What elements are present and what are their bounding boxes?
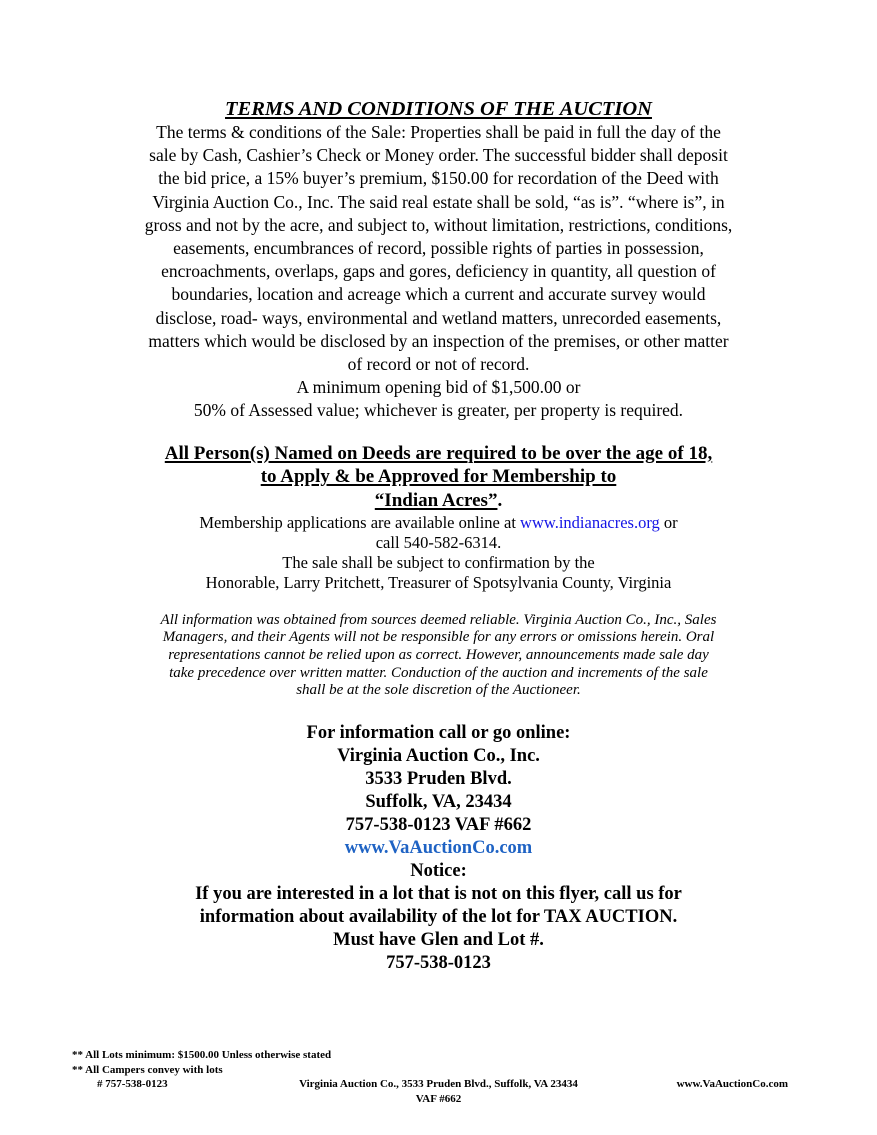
terms-line: The terms & conditions of the Sale: Properties shall be paid in full the day of the xyxy=(156,122,721,142)
terms-line: A minimum opening bid of $1,500.00 or xyxy=(296,377,581,398)
terms-line: sale by Cash, Cashier’s Check or Money order. The successful bidder shall deposit xyxy=(149,145,728,166)
deeds-heading-line2: to Apply & be Approved for Membership to xyxy=(260,466,617,488)
contact-city: Suffolk, VA, 23434 xyxy=(365,791,512,812)
membership-line1-suffix: or xyxy=(659,512,678,532)
terms-line: boundaries, location and acreage which a current and accurate survey would xyxy=(171,284,706,305)
disclaimer-line: All information was obtained from sources deemed reliable. Virginia Auction Co., Inc., Sales xyxy=(160,611,717,628)
footer-vaf-number: VAF #662 xyxy=(415,1092,462,1105)
terms-line: gross and not by the acre, and subject to, without limitation, restrictions, conditions, xyxy=(144,214,733,235)
disclaimer-line: shall be at the sole discretion of the Auctioneer. xyxy=(296,682,581,699)
disclaimer-line: Managers, and their Agents will not be responsible for any errors or omissions herein. Oral xyxy=(162,629,715,646)
terms-line: matters which would be disclosed by an inspection of the premises, or other matter xyxy=(148,330,729,351)
footer-phone: # 757-538-0123 xyxy=(97,1078,168,1091)
membership-info xyxy=(0,513,877,593)
vaauctionco-link[interactable]: www.VaAuctionCo.com xyxy=(344,837,533,858)
page-footer xyxy=(0,1048,877,1106)
membership-line1 xyxy=(0,513,877,533)
contact-intro: For information call or go online: xyxy=(306,722,571,743)
disclaimer-line: representations cannot be relied upon as correct. However, announcements made sale day xyxy=(168,646,709,663)
disclaimer-line: take precedence over written matter. Conduction of the auction and increments of the sale xyxy=(169,664,708,681)
contact-block xyxy=(0,722,877,975)
contact-phone-vaf: 757-538-0123 VAF #662 xyxy=(345,814,532,835)
indian-acres-name: “Indian Acres” xyxy=(374,490,498,512)
notice-phone: 757-538-0123 xyxy=(386,952,491,973)
terms-paragraph xyxy=(0,121,877,423)
terms-line: disclose, road- ways, environmental and wetland matters, unrecorded easements, xyxy=(155,307,722,328)
footer-website: www.VaAuctionCo.com xyxy=(676,1078,788,1091)
notice-line: Must have Glen and Lot #. xyxy=(333,929,544,950)
membership-phone-line: call 540-582-6314. xyxy=(375,532,502,552)
page-title: TERMS AND CONDITIONS OF THE AUCTION xyxy=(225,98,652,120)
terms-line: encroachments, overlaps, gaps and gores, deficiency in quantity, all question of xyxy=(161,261,716,282)
terms-line: easements, encumbrances of record, possible rights of parties in possession, xyxy=(173,238,704,259)
deeds-heading-line1: All Person(s) Named on Deeds are required to be over the age of 18, xyxy=(164,442,713,464)
indian-acres-period: . xyxy=(497,490,503,512)
notice-label: Notice: xyxy=(410,860,467,881)
sale-confirmation-line2: Honorable, Larry Pritchett, Treasurer of Spotsylvania County, Virginia xyxy=(205,572,672,592)
disclaimer-paragraph xyxy=(0,612,877,700)
notice-line: If you are interested in a lot that is not on this flyer, call us for xyxy=(195,883,682,904)
footer-note-campers: ** All Campers convey with lots xyxy=(72,1063,223,1076)
deeds-requirement-heading xyxy=(0,442,877,513)
terms-line: of record or not of record. xyxy=(347,354,530,375)
terms-line: the bid price, a 15% buyer’s premium, $150.00 for recordation of the Deed with xyxy=(158,168,719,189)
footer-note-lots-minimum: ** All Lots minimum: $1500.00 Unless otherwise stated xyxy=(72,1049,332,1061)
contact-company: Virginia Auction Co., Inc. xyxy=(337,745,540,766)
notice-line: information about availability of the lot for TAX AUCTION. xyxy=(199,906,678,927)
footer-address: Virginia Auction Co., 3533 Pruden Blvd., Suffolk, VA 23434 xyxy=(299,1078,578,1091)
terms-line: Virginia Auction Co., Inc. The said real estate shall be sold, “as is”. “where is”, in xyxy=(152,191,725,212)
membership-line1-prefix: Membership applications are available online at xyxy=(199,512,521,532)
indianacres-link[interactable]: www.indianacres.org xyxy=(520,512,660,532)
contact-street: 3533 Pruden Blvd. xyxy=(365,768,512,789)
sale-confirmation-line1: The sale shall be subject to confirmation by the xyxy=(282,552,595,572)
terms-line: 50% of Assessed value; whichever is greater, per property is required. xyxy=(193,400,684,421)
